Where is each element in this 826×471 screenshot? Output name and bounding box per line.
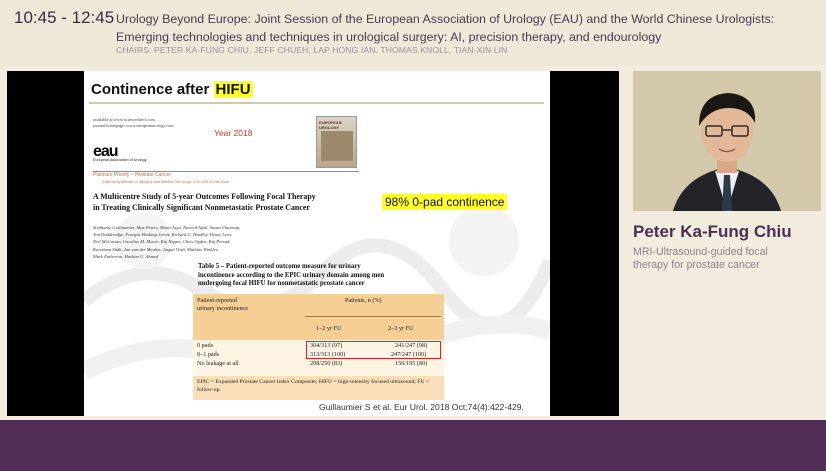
speaker-photo bbox=[633, 71, 821, 211]
results-table bbox=[193, 294, 444, 400]
journal-cover-art bbox=[321, 131, 353, 161]
footer-bar bbox=[0, 420, 826, 471]
article-authors bbox=[93, 224, 359, 260]
slide-title bbox=[91, 81, 253, 98]
authors-line: Karishma Shah, Jan van der Meulen, Jaspal Virdi, Mathias Winkler, bbox=[93, 246, 219, 252]
table-cell: 241/247 (98) bbox=[395, 342, 428, 349]
table-row-header-line-2: urinary incontinence bbox=[197, 305, 249, 312]
table-cell: 313/313 (100) bbox=[310, 351, 346, 358]
table-cell: 156/195 (80) bbox=[395, 360, 428, 367]
session-title-line-2: Emerging technologies and techniques in urological surgery: AI, precision therapy, and endourology bbox=[116, 30, 662, 44]
table-footnote bbox=[193, 376, 444, 400]
table-title-line-3: undergoing focal HIFU for nonmetastatic prostate cancer bbox=[198, 280, 365, 287]
table-footnote-text: EPIC = Expanded Prostate Cancer Index Composite; HIFU = high-intensity focused ultrasound; FU = follow-up. bbox=[197, 379, 430, 393]
article-category: Platinum Priority – Prostate Cancer bbox=[93, 172, 172, 178]
table-group-header: Patients, n (%) bbox=[345, 297, 382, 304]
eau-logo: eau bbox=[93, 143, 118, 160]
table-cell: 304/313 (97) bbox=[310, 342, 343, 349]
article-title bbox=[93, 192, 373, 213]
article-title-line-2: in Treating Clinically Significant Nonmetastatic Prostate Cancer bbox=[93, 202, 310, 212]
article-title-line-1: A Multicentre Study of 5-year Outcomes Following Focal Therapy bbox=[93, 192, 316, 201]
table-header bbox=[193, 294, 444, 340]
journal-cover-label: EUROPEAN UROLOGY bbox=[319, 120, 342, 130]
table-title bbox=[198, 263, 438, 289]
article-editorial-note: Editorial by Declan G. Murphy and Declan Tillo on pp. 433–435 of this issue bbox=[102, 180, 230, 184]
session-title-line-1: Urology Beyond Europe: Joint Session of the European Association of Urology (EAU) and the World Chinese Urologists: bbox=[116, 12, 775, 26]
speaker-name: Peter Ka-Fung Chiu bbox=[633, 222, 792, 241]
journal-line-2: journal homepage: www.europeanurology.com bbox=[93, 123, 174, 128]
table-cell: 208/250 (83) bbox=[310, 360, 343, 367]
slide-title-divider bbox=[89, 102, 544, 104]
table-column-header: 1–2 yr FU bbox=[316, 325, 342, 332]
session-header bbox=[0, 0, 826, 66]
slide-citation: Guillaumier S et al. Eur Urol. 2018 Oct;74(4):422-429. bbox=[319, 402, 524, 412]
authors-line: Neil McCartan, Caroline M. Moore, Raj Nigam, Chris Ogden, Raj Persad, bbox=[93, 239, 231, 245]
slide-title-highlight: HIFU bbox=[215, 81, 251, 98]
session-title bbox=[116, 10, 816, 46]
table-column-header: 2–3 yr FU bbox=[388, 325, 414, 332]
eau-logo-subtitle: European Association of Urology bbox=[93, 158, 147, 162]
table-title-line-1: Table 5 – Patient-reported outcome measure for urinary bbox=[198, 263, 361, 270]
table-row-label: 0–1 pads bbox=[197, 351, 220, 358]
session-time: 10:45 - 12:45 bbox=[14, 8, 115, 27]
authors-line: Mark Emberton, Hashim U. Ahmed bbox=[93, 253, 159, 259]
authors-line: Stephanie Guillaumier, Max Peters, Manit Arya, Naveed Afzal, Susan Charman, bbox=[93, 225, 241, 230]
table-header-rule bbox=[305, 316, 441, 317]
authors-line: Tim Dudderidge, Feargus Hosking-Jervis, Richard G. Hindley, Henry Lewi, bbox=[93, 232, 233, 238]
presentation-slide bbox=[84, 71, 550, 416]
speaker-talk-title bbox=[633, 246, 823, 272]
slide-title-text: Continence after bbox=[91, 81, 214, 98]
highlight-box bbox=[306, 341, 441, 359]
journal-cover-image bbox=[316, 116, 357, 168]
pad-continence-callout: 98% 0-pad continence bbox=[382, 194, 507, 210]
journal-line-1: available at www.sciencedirect.com bbox=[93, 117, 155, 122]
speaker-talk-title-line-1: MRI-Ultrasound-guided focal bbox=[633, 246, 768, 258]
table-cell: 247/247 (100) bbox=[391, 351, 427, 358]
year-note: Year 2018 bbox=[214, 128, 253, 138]
session-chairs: CHAIRS: PETER KA-FUNG CHIU, JEFF CHUEH, LAP HONG IAN, THOMAS KNOLL, TIAN-XIN LIN bbox=[116, 45, 508, 55]
table-row-header-line-1: Patient-reported bbox=[197, 297, 237, 304]
table-row-label: No leakage at all bbox=[197, 360, 239, 367]
speaker-talk-title-line-2: therapy for prostate cancer bbox=[633, 259, 760, 271]
table-row-label: 0 pads bbox=[197, 342, 213, 349]
table-title-line-2: incontinence according to the EPIC urinary domain among men bbox=[198, 271, 385, 279]
slide-frame bbox=[7, 71, 619, 416]
speaker-portrait-illustration bbox=[633, 71, 821, 211]
